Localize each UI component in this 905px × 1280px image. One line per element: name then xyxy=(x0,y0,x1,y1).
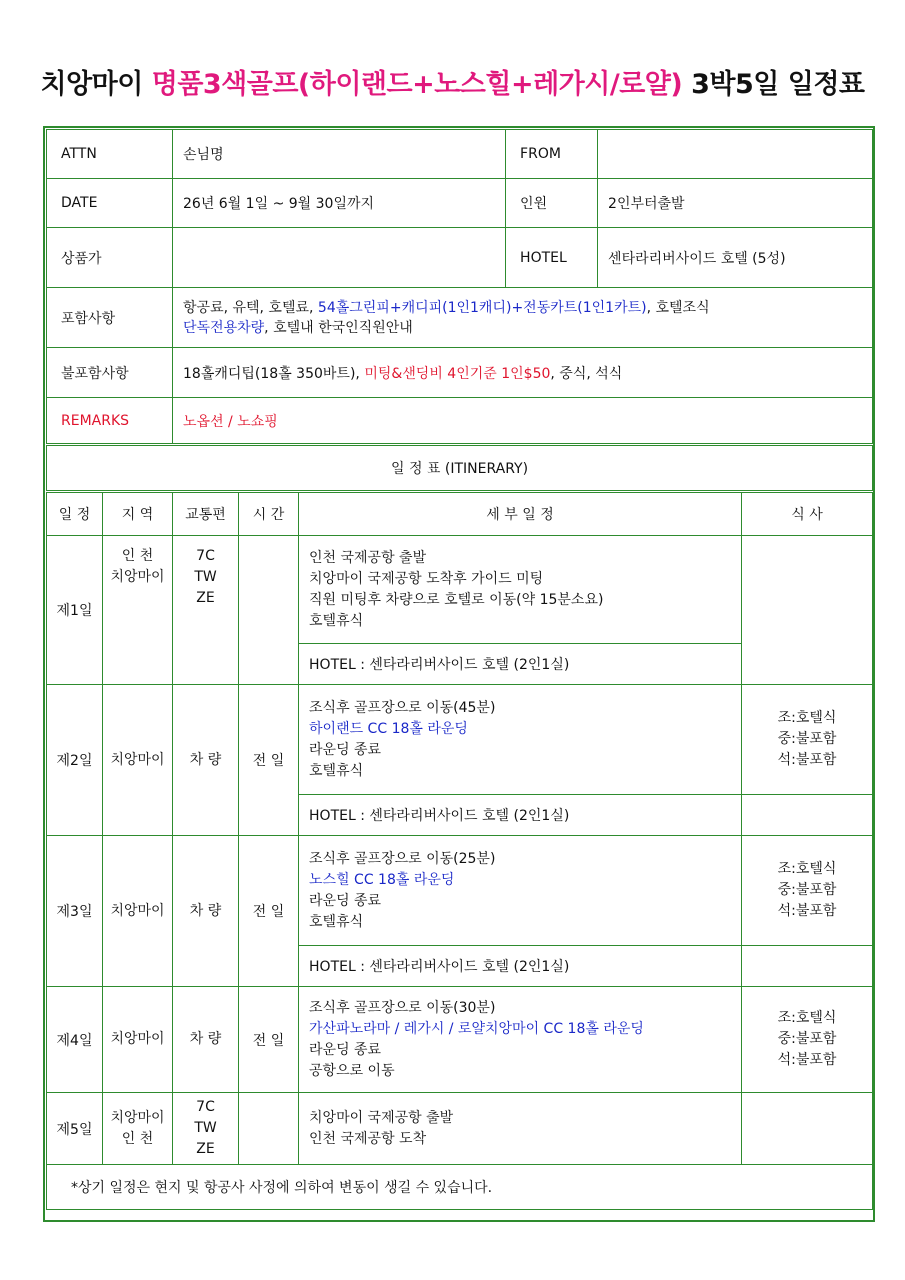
header-row-date xyxy=(47,179,873,228)
title-suffix: 3박5일 일정표 xyxy=(691,69,865,100)
col-day-header: 일 정 xyxy=(47,492,103,536)
header-row-excluded xyxy=(47,348,873,398)
schedule-line: 라운딩 종료 xyxy=(309,1041,382,1058)
meals-cell xyxy=(742,836,873,946)
schedule-line: 라운딩 종료 xyxy=(309,741,382,758)
schedule-cell xyxy=(299,987,742,1093)
header-row-included xyxy=(47,288,873,348)
price-value xyxy=(173,228,506,288)
included-text-3: , 호텔내 한국인직원안내 xyxy=(264,319,413,336)
time-cell: 전 일 xyxy=(239,987,299,1093)
excluded-value xyxy=(173,348,873,398)
excluded-meeting-fee: 미팅&샌딩비 4인기준 1인$50 xyxy=(364,365,551,382)
region-cell xyxy=(103,685,173,836)
time-cell: 전 일 xyxy=(239,836,299,987)
region-line: 치앙마이 xyxy=(110,1109,165,1126)
schedule-line: 가산파노라마 / 레가시 / 로얄치앙마이 CC 18홀 라운딩 xyxy=(309,1020,644,1037)
schedule-line: 조식후 골프장으로 이동(25분) xyxy=(309,850,496,867)
schedule-line: 치앙마이 국제공항 도착후 가이드 미팅 xyxy=(309,570,544,587)
schedule-line: 하이랜드 CC 18홀 라운딩 xyxy=(309,720,468,737)
included-private-car: 단독전용차량 xyxy=(183,319,265,336)
meal-line: 조:호텔식 xyxy=(777,710,837,726)
meals-cell xyxy=(742,536,873,685)
region-cell xyxy=(103,987,173,1093)
region-cell xyxy=(103,836,173,987)
included-text-2: , 호텔조식 xyxy=(646,299,710,316)
region-line: 치앙마이 xyxy=(110,902,165,919)
hotel-cell: HOTEL : 센타라리버사이드 호텔 (2인1실) xyxy=(299,795,742,836)
day-row xyxy=(47,836,873,946)
schedule-cell xyxy=(299,1093,742,1165)
meal-line: 석:불포함 xyxy=(777,752,837,768)
region-cell xyxy=(103,536,173,685)
schedule-cell xyxy=(299,836,742,946)
transport-line: TW xyxy=(194,569,217,585)
schedule-line: 인천 국제공항 출발 xyxy=(309,549,427,566)
transport-cell xyxy=(173,536,239,685)
included-greenfee: 54홀그린피+캐디피(1인1캐디)+전동카트(1인1카트) xyxy=(317,299,647,316)
meals-empty-cell xyxy=(742,795,873,836)
day-row xyxy=(47,1093,873,1165)
schedule-line: 노스힐 CC 18홀 라운딩 xyxy=(309,871,455,888)
day-row xyxy=(47,685,873,795)
transport-cell xyxy=(173,685,239,836)
meal-line: 중:불포함 xyxy=(777,882,837,898)
region-line: 인 천 xyxy=(121,548,154,564)
schedule-line: 치앙마이 국제공항 출발 xyxy=(309,1109,454,1126)
date-value: 26년 6월 1일 ~ 9월 30일까지 xyxy=(173,179,506,228)
footer-row xyxy=(47,1165,873,1210)
day-row xyxy=(47,536,873,644)
meals-cell xyxy=(742,987,873,1093)
from-label: FROM xyxy=(506,130,598,179)
meal-line: 석:불포함 xyxy=(777,903,837,919)
schedule-cell xyxy=(299,536,742,644)
included-value xyxy=(173,288,873,348)
itinerary-header-row xyxy=(47,492,873,536)
transport-line: TW xyxy=(194,1120,217,1136)
schedule-table xyxy=(46,129,873,1210)
schedule-line: 공항으로 이동 xyxy=(309,1062,395,1079)
time-cell: 전 일 xyxy=(239,685,299,836)
transport-cell xyxy=(173,836,239,987)
excluded-text-1: 18홀캐디팁(18홀 350바트), xyxy=(183,365,365,382)
day-cell: 제1일 xyxy=(47,536,103,685)
time-cell xyxy=(239,1093,299,1165)
schedule-line: 호텔휴식 xyxy=(309,762,364,779)
meal-line: 조:호텔식 xyxy=(777,861,837,877)
region-line: 치앙마이 xyxy=(110,751,165,768)
day-cell: 제4일 xyxy=(47,987,103,1093)
date-label: DATE xyxy=(47,179,173,228)
schedule-line: 호텔휴식 xyxy=(309,612,364,629)
itinerary-title-row xyxy=(47,445,873,492)
title-highlight: 명품3색골프(하이랜드+노스힐+레가시/로얄) xyxy=(151,69,683,100)
meal-line: 중:불포함 xyxy=(777,1031,837,1047)
hotel-cell: HOTEL : 센타라리버사이드 호텔 (2인1실) xyxy=(299,946,742,987)
header-row-price xyxy=(47,228,873,288)
people-label: 인원 xyxy=(506,179,598,228)
schedule-line: 조식후 골프장으로 이동(45분) xyxy=(309,699,496,716)
footer-note: *상기 일정은 현지 및 항공사 사정에 의하여 변동이 생길 수 있습니다. xyxy=(47,1165,873,1210)
region-line: 인 천 xyxy=(121,1130,154,1147)
day-cell: 제5일 xyxy=(47,1093,103,1165)
region-line: 치앙마이 xyxy=(110,569,165,585)
page-title xyxy=(0,62,905,101)
schedule-line: 인천 국제공항 도착 xyxy=(309,1130,427,1147)
meal-line: 조:호텔식 xyxy=(777,1010,837,1026)
schedule-cell xyxy=(299,685,742,795)
meals-cell xyxy=(742,685,873,795)
included-label: 포함사항 xyxy=(47,288,173,348)
transport-line: ZE xyxy=(196,590,215,606)
hotel-cell: HOTEL : 센타라리버사이드 호텔 (2인1실) xyxy=(299,644,742,685)
transport-line: 7C xyxy=(196,548,215,564)
excluded-label: 불포함사항 xyxy=(47,348,173,398)
transport-line: ZE xyxy=(196,1141,215,1157)
col-time-header: 시 간 xyxy=(239,492,299,536)
day-row xyxy=(47,987,873,1093)
price-label: 상품가 xyxy=(47,228,173,288)
attn-label: ATTN xyxy=(47,130,173,179)
people-value: 2인부터출발 xyxy=(598,179,873,228)
meal-line: 석:불포함 xyxy=(777,1052,837,1068)
from-value xyxy=(598,130,873,179)
region-line: 치앙마이 xyxy=(110,1031,165,1047)
transport-line: 차 량 xyxy=(189,902,222,919)
col-meals-header: 식 사 xyxy=(742,492,873,536)
region-cell xyxy=(103,1093,173,1165)
remarks-value: 노옵션 / 노쇼핑 xyxy=(173,398,873,445)
attn-value: 손님명 xyxy=(173,130,506,179)
remarks-label: REMARKS xyxy=(47,398,173,445)
transport-cell xyxy=(173,987,239,1093)
col-region-header: 지 역 xyxy=(103,492,173,536)
transport-line: 차 량 xyxy=(189,751,222,768)
meals-empty-cell xyxy=(742,946,873,987)
col-transport-header: 교통편 xyxy=(173,492,239,536)
day-cell: 제2일 xyxy=(47,685,103,836)
transport-line: 7C xyxy=(196,1099,215,1115)
header-row-attn xyxy=(47,130,873,179)
schedule-line: 직원 미팅후 차량으로 호텔로 이동(약 15분소요) xyxy=(309,591,604,608)
excluded-text-2: , 중식, 석식 xyxy=(550,365,623,382)
schedule-line: 호텔휴식 xyxy=(309,913,364,930)
meal-line: 중:불포함 xyxy=(777,731,837,747)
itinerary-title: 일 정 표 (ITINERARY) xyxy=(47,445,873,492)
hotel-label: HOTEL xyxy=(506,228,598,288)
hotel-value: 센타라리버사이드 호텔 (5성) xyxy=(598,228,873,288)
col-detail-header: 세 부 일 정 xyxy=(299,492,742,536)
meals-cell xyxy=(742,1093,873,1165)
header-row-remarks xyxy=(47,398,873,445)
transport-cell xyxy=(173,1093,239,1165)
schedule-line: 조식후 골프장으로 이동(30분) xyxy=(309,999,496,1016)
day-cell: 제3일 xyxy=(47,836,103,987)
title-prefix: 치앙마이 xyxy=(40,69,143,100)
included-text-1: 항공료, 유텍, 호텔료, xyxy=(183,299,318,316)
transport-line: 차 량 xyxy=(189,1031,222,1047)
time-cell xyxy=(239,536,299,685)
schedule-line: 라운딩 종료 xyxy=(309,892,382,909)
